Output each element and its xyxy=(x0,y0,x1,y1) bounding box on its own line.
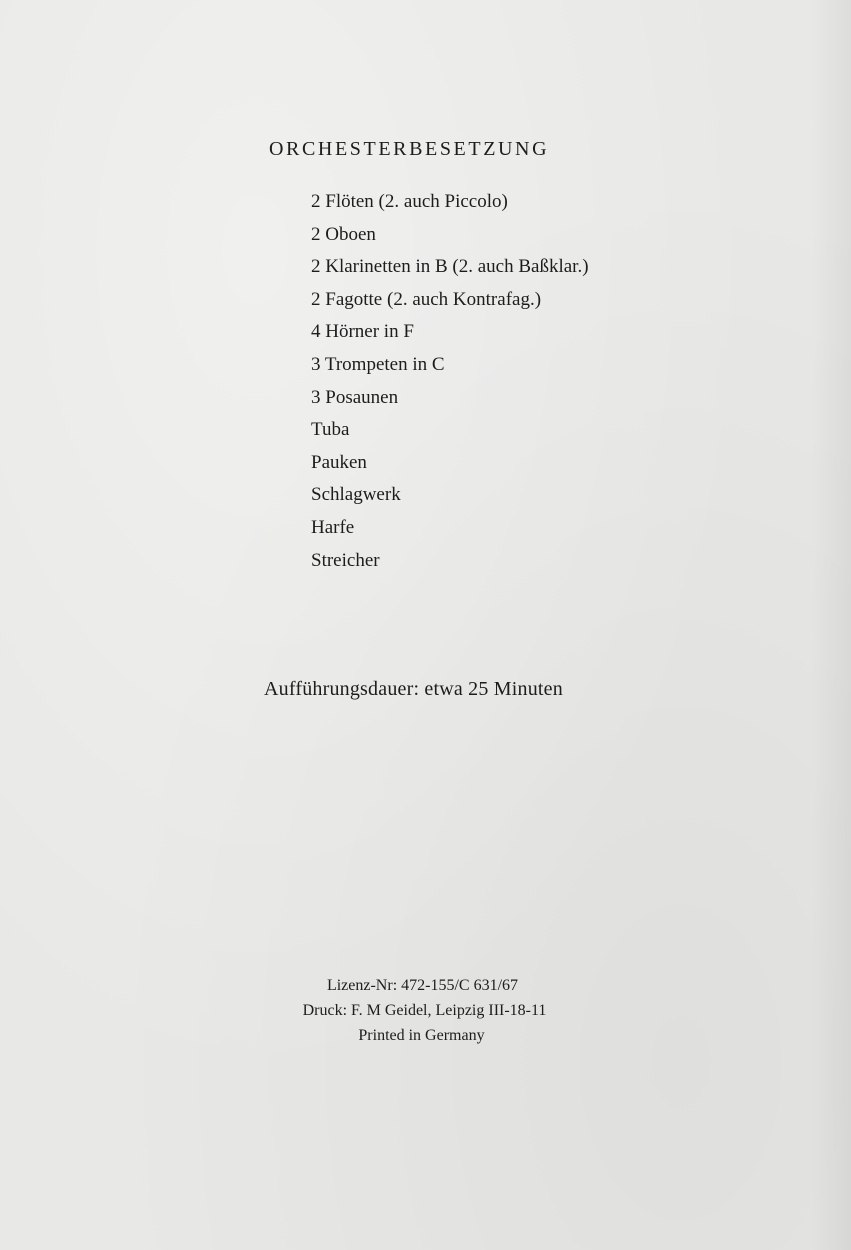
performance-duration: Aufführungsdauer: etwa 25 Minuten xyxy=(264,678,563,700)
license-number: Lizenz-Nr: 472-155/C 631/67 xyxy=(326,977,519,994)
imprint-block xyxy=(0,973,851,1048)
list-item: 3 Posaunen xyxy=(311,386,399,408)
list-item: 3 Trompeten in C xyxy=(311,353,445,375)
list-item: Streicher xyxy=(311,549,380,571)
instrument-list xyxy=(311,186,589,577)
page-title: ORCHESTERBESETZUNG xyxy=(269,138,550,160)
list-item: Schlagwerk xyxy=(311,484,401,506)
list-item: Harfe xyxy=(311,516,355,538)
list-item: Tuba xyxy=(311,419,350,441)
list-item: 4 Hörner in F xyxy=(311,321,414,343)
list-item: 2 Fagotte (2. auch Kontrafag.) xyxy=(311,288,542,310)
printer-line: Druck: F. M Geidel, Leipzig III-18-11 xyxy=(302,1002,547,1019)
list-item: 2 Klarinetten in B (2. auch Baßklar.) xyxy=(311,256,589,278)
list-item: 2 Oboen xyxy=(311,223,376,245)
list-item: Pauken xyxy=(311,451,367,473)
list-item: 2 Flöten (2. auch Piccolo) xyxy=(311,191,508,212)
page-edge-shadow xyxy=(811,0,851,1250)
origin-line: Printed in Germany xyxy=(358,1027,485,1044)
